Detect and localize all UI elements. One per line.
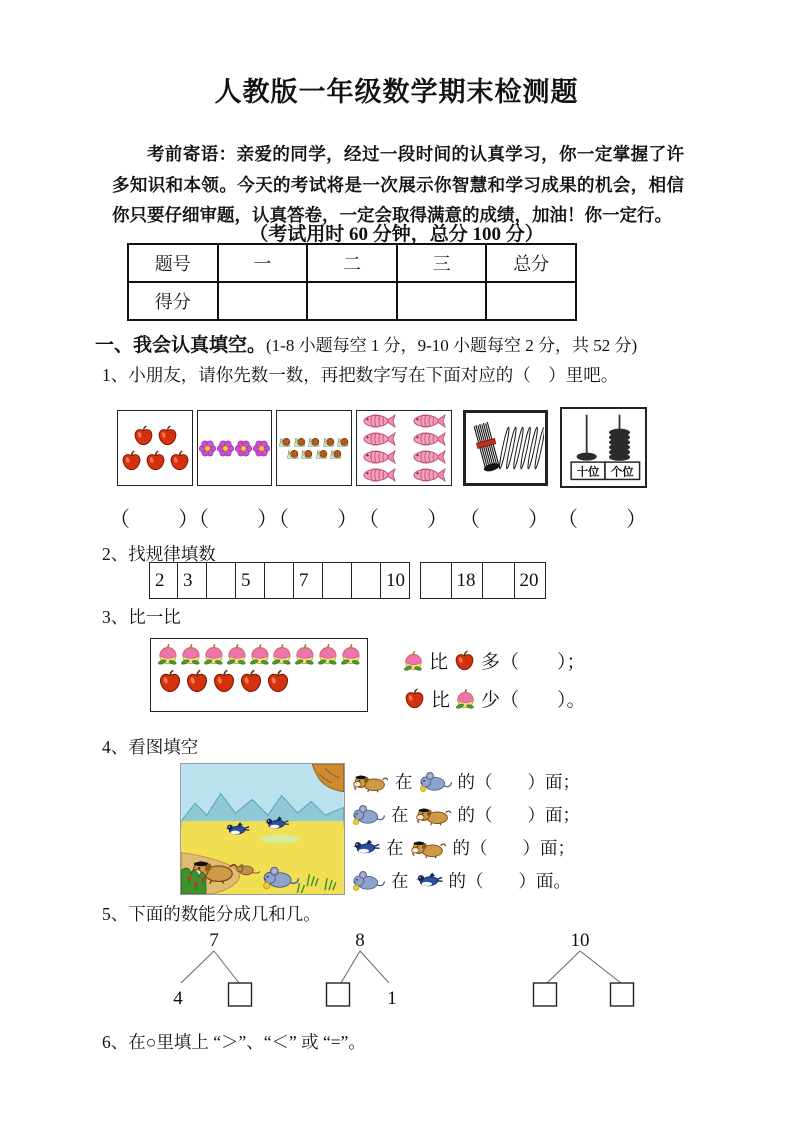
snail-icon (307, 437, 321, 448)
number-cell: 18 (452, 562, 484, 599)
mouse-icon (419, 770, 452, 792)
table-cell (486, 282, 576, 320)
peach-icon (249, 643, 271, 665)
section1-heading-title: 一、我会认真填空。 (95, 335, 267, 356)
picture-box-fish (356, 410, 452, 486)
sentence-text: 在 (395, 771, 413, 792)
apple-row (157, 668, 362, 694)
sentence-text: 的（ ）面。 (448, 870, 571, 891)
peach-row (157, 643, 362, 665)
peach-icon (340, 643, 362, 665)
table-cell: 三 (397, 244, 487, 282)
mouse-icon (352, 803, 385, 825)
apple-icon (238, 668, 264, 694)
apple-icon (132, 424, 155, 447)
number-cell: 7 (294, 562, 323, 599)
score-table (127, 243, 577, 321)
q1-answer-blank: （ ） (358, 507, 450, 531)
q3-sentence (403, 642, 586, 678)
snail-row (278, 437, 350, 448)
fish-icon (360, 467, 398, 483)
q4-sentence (352, 799, 580, 829)
sentence-text: 在 (391, 804, 409, 825)
q3-sentence (403, 680, 586, 716)
sentence-text: 的（ ）面； (457, 771, 580, 792)
number-cell: 20 (515, 562, 547, 599)
flower-icon (235, 440, 252, 457)
fish-row (360, 413, 448, 429)
dog-icon (352, 770, 389, 793)
mouse-icon (352, 869, 385, 891)
apple-icon (184, 668, 210, 694)
snail-icon (286, 449, 300, 460)
table-cell (218, 282, 308, 320)
dog-icon (415, 803, 452, 826)
number-cell (352, 562, 381, 599)
svg-text:个位: 个位 (610, 466, 634, 479)
apple-icon (211, 668, 237, 694)
snail-icon (322, 437, 336, 448)
answer-box (611, 983, 634, 1006)
dog-icon (410, 836, 447, 859)
grass-tuft (181, 868, 206, 894)
table-cell: 一 (218, 244, 308, 282)
number-cell: 3 (178, 562, 207, 599)
tree-top-number: 10 (570, 930, 590, 951)
q5-label: 5、下面的数能分成几和几。 (102, 904, 321, 924)
fish-row (360, 467, 448, 483)
picture-box-snails (276, 410, 352, 486)
peach-icon (455, 688, 476, 709)
q2-number-strip-2 (420, 562, 546, 599)
number-cell: 10 (381, 562, 410, 599)
peach-icon (203, 643, 225, 665)
number-cell (265, 562, 294, 599)
page-title: 人教版一年级数学期末检测题 (214, 77, 579, 107)
fish-icon (410, 467, 448, 483)
q1-answer-blank: （ ） (557, 507, 649, 531)
number-cell (207, 562, 236, 599)
snail-row (286, 449, 343, 460)
score-table-score-row (128, 282, 576, 320)
number-cell: 2 (149, 562, 178, 599)
table-cell: 题号 (128, 244, 218, 282)
snail-icon (336, 437, 350, 448)
peach-icon (403, 650, 424, 671)
peach-icon (271, 643, 293, 665)
decomposition-tree-7 (150, 926, 280, 1011)
q1-answer-blank: （ ） (268, 507, 360, 531)
fish-icon (410, 413, 448, 429)
apple-row (132, 424, 179, 447)
peach-icon (157, 643, 179, 665)
svg-text:十位: 十位 (576, 466, 599, 479)
flower-icon (217, 440, 234, 457)
tree-top-number: 7 (209, 930, 219, 951)
grass-patch (260, 834, 299, 843)
q4-sentence (352, 832, 575, 862)
q1-label: 1、小朋友，请你先数一数，再把数字写在下面对应的（ ）里吧。 (102, 365, 619, 385)
fish-icon (410, 449, 448, 465)
fish-row (360, 431, 448, 447)
exam-time-info: （考试用时 60 分钟，总分 100 分） (249, 224, 544, 245)
fish-icon (360, 413, 398, 429)
table-cell: 总分 (486, 244, 576, 282)
apple-icon (453, 649, 476, 672)
q3-label: 3、比一比 (102, 607, 181, 627)
section1-heading (95, 330, 637, 357)
snail-icon (315, 449, 329, 460)
sticks-icon (468, 416, 544, 480)
number-cell: 5 (236, 562, 265, 599)
q1-answer-blank: （ ） (109, 507, 201, 531)
apple-icon (168, 449, 191, 472)
decomposition-tree-10 (516, 926, 646, 1011)
q1-answer-blank: （ ） (188, 507, 280, 531)
flower-row (199, 440, 270, 457)
sentence-text: 比 (429, 651, 449, 673)
sentence-text: 在 (391, 870, 409, 891)
number-cell (420, 562, 452, 599)
q2-label: 2、找规律填数 (102, 544, 216, 564)
sentence-text: 少（ ）。 (481, 689, 586, 711)
answer-box (327, 983, 350, 1006)
snail-icon (293, 437, 307, 448)
fish-icon (360, 431, 398, 447)
flower-icon (199, 440, 216, 457)
bird-icon (415, 871, 443, 889)
picture-box-abacus (560, 407, 647, 488)
sentence-text: 的（ ）面； (457, 804, 580, 825)
q2-number-strip-1 (149, 562, 410, 599)
snail-icon (300, 449, 314, 460)
table-cell: 得分 (128, 282, 218, 320)
section1-heading-note: (1-8 小题每空 1 分，9-10 小题每空 2 分，共 52 分) (266, 336, 638, 355)
picture-box-sticks (463, 410, 548, 486)
table-cell: 二 (307, 244, 397, 282)
number-cell (323, 562, 352, 599)
picture-box-apples (117, 410, 193, 486)
q6-label: 6、在○里填上 “＞”、“＜” 或 “=”。 (102, 1032, 366, 1052)
peach-icon (294, 643, 316, 665)
q4-sentence (352, 865, 571, 895)
score-table-header-row (128, 244, 576, 282)
table-cell (397, 282, 487, 320)
apple-icon (156, 424, 179, 447)
picture-box-flowers (197, 410, 272, 486)
peach-icon (180, 643, 202, 665)
tree-left-number: 4 (173, 988, 183, 1009)
apple-icon (157, 668, 183, 694)
q4-sentence (352, 766, 580, 796)
snail-icon (278, 437, 292, 448)
bird-icon (352, 838, 380, 856)
peach-icon (226, 643, 248, 665)
abacus-icon (563, 411, 645, 484)
tree-top-number: 8 (355, 930, 365, 951)
apple-icon (265, 668, 291, 694)
sentence-text: 比 (431, 689, 451, 711)
preface-text: 考前寄语：亲爱的同学，经过一段时间的认真学习，你一定掌握了许多知识和本领。今天的考试将是一次展示你智慧和学习成果的机会，相信你只要仔细审题，认真答卷，一定会取得满意的成绩，加油！你一定行。 (112, 144, 684, 225)
table-cell (307, 282, 397, 320)
q1-answer-blank: （ ） (459, 507, 551, 531)
sentence-text: 的（ ）面； (452, 837, 575, 858)
flower-icon (253, 440, 270, 457)
q3-compare-box (150, 638, 368, 712)
apple-icon (403, 687, 426, 710)
q4-label: 4、看图填空 (102, 737, 199, 757)
answer-box (534, 983, 557, 1006)
sentence-text: 在 (386, 837, 404, 858)
peach-icon (317, 643, 339, 665)
tree-right-number: 1 (387, 988, 397, 1009)
apple-icon (120, 449, 143, 472)
apple-icon (144, 449, 167, 472)
decomposition-tree-8 (296, 926, 426, 1011)
number-cell (483, 562, 515, 599)
snail-icon (329, 449, 343, 460)
fish-icon (360, 449, 398, 465)
sentence-text: 多（ ）； (481, 651, 586, 673)
apple-row (120, 449, 191, 472)
answer-box (229, 983, 252, 1006)
meadow-scene-image (180, 763, 345, 895)
fish-icon (410, 431, 448, 447)
fish-row (360, 449, 448, 465)
